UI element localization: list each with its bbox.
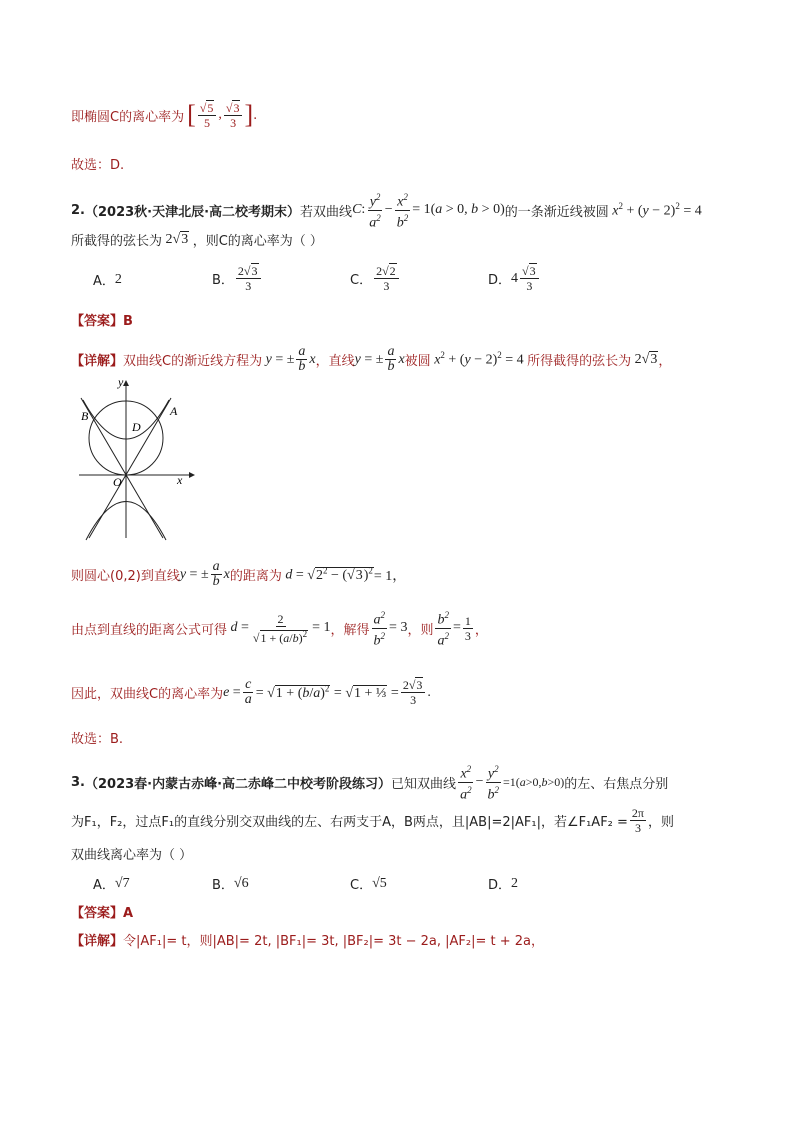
q3-option-a[interactable] <box>93 874 130 893</box>
q3-line-2 <box>71 806 674 835</box>
option-letter: C． <box>350 273 373 288</box>
q2-option-a[interactable] <box>93 270 122 289</box>
q2-detail-1: 【详解】 双曲线C的渐近线方程为 y = ± $\frac{a}{b}$ x ，直线 y = ± $\frac{a}{b}$ x 被圆 $x^2 + (y - 2)^2 = 4$ 所得截得的弦长为 2√ 3 ， <box>71 345 671 374</box>
intro-line: 即椭圆C的离心率为 [ √ $\frac{5}{5}$ , √ $\frac{3}{3}$ ] . <box>71 100 257 130</box>
option-value: $\frac{2√ 3}{3}$ <box>236 264 261 293</box>
q2-detail-4a: 因此，双曲线C的离心率为 <box>71 687 224 702</box>
option-letter: D． <box>488 878 512 893</box>
q2-line-1: 2. （2023秋·天津北辰·高二校考期末） 若双曲线 C : $\frac{y^2}{a^2}$ − $\frac{x^2}{b^2}$ = 1(a > 0, b > 0) 的一条渐近线被圆 $x^2 + (y - 2)^2 = 4$ <box>71 192 702 231</box>
q2-detail-label: 【详解】 <box>71 354 124 369</box>
q2-line-2 <box>71 230 323 249</box>
option-letter: A． <box>93 274 115 289</box>
q2-detail-1c: 被圆 <box>404 354 431 369</box>
q2-text-b: 的一条渐近线被圆 <box>504 204 609 220</box>
option-value: √ $\frac{3}{3}$ <box>520 264 539 293</box>
q2-detail-1d: 所得截得的弦长为 <box>527 354 632 369</box>
q3-text-c: 为F₁，F₂，过点F₁的直线分别交双曲线的左、右两支于A，B两点，且|AB|=2|AF₁|，若∠F₁AF₂ = <box>71 815 628 830</box>
q2-detail-4: 因此，双曲线C的离心率为 e = $\frac{c}{a}$ = √ $1 + (b/a)^2$ = √ 1 + ⅓ = $\frac{2√ 3}{3}$ . <box>71 678 431 707</box>
q2-detail-3a: 由点到直线的距离公式可得 <box>71 622 228 638</box>
intro-text: 即椭圆C的离心率为 <box>71 109 185 125</box>
q2-eq-frac-1: $\frac{y^2}{a^2}$ <box>369 192 381 231</box>
label-a: A <box>170 404 178 418</box>
option-value: √5 <box>372 875 387 891</box>
q3-answer: 【答案】A <box>71 906 134 921</box>
intro-end: . <box>253 107 258 123</box>
q2-detail-1b: ，直线 <box>315 354 355 369</box>
q3-line-1: 3. （2023春·内蒙古赤峰·高二赤峰二中校考阶段练习） 已知双曲线 $\frac{x^2}{a^2}$ − $\frac{y^2}{b^2}$ =1(a>0,b>0) 的左、右焦点分别 <box>71 764 669 803</box>
q2-option-b[interactable] <box>212 264 263 293</box>
option-letter: B． <box>212 273 234 288</box>
label-o: O <box>113 475 122 489</box>
q2-number: 2. <box>71 202 85 218</box>
choice-line-1: 故选：D. <box>71 158 125 173</box>
q2-detail-3c: ，则 <box>407 622 434 638</box>
bracket-right: ] <box>244 100 254 129</box>
label-b: B <box>81 409 89 423</box>
q3-text-d: ，则 <box>647 815 674 830</box>
q2-detail-2b: 的距离为 <box>229 569 282 584</box>
q2-detail-2c: = 1， <box>373 568 407 584</box>
bracket-left: [ <box>187 100 196 129</box>
interval-low: √ $\frac{5}{5}$ <box>198 101 217 130</box>
q3-detail-label: 【详解】 <box>71 934 124 949</box>
interval-high: √ $\frac{3}{3}$ <box>224 101 243 130</box>
option-letter: B． <box>212 878 234 893</box>
q2-option-d[interactable]: D． 4 √ $\frac{3}{3}$ <box>488 264 541 293</box>
q3-option-c[interactable] <box>350 874 387 893</box>
option-value: √6 <box>233 875 249 891</box>
q2-detail-3b: ，解得 <box>330 622 370 638</box>
q2-source: （2023秋·天津北辰·高二校考期末） <box>84 204 301 220</box>
q3-detail-1 <box>71 930 544 949</box>
q2-detail-1a: 双曲线C的渐近线方程为 <box>123 354 263 369</box>
q2-text-a: 若双曲线 <box>300 204 353 220</box>
q2-detail-3: 由点到直线的距离公式可得 d = 2 √ $1 + (a/b)^2$ = 1 ，解得 $\frac{a^2}{b^2}$ = 3 ，则 $\frac{b^2}{a^2}$ = $\frac{1}{3}$ ， <box>71 608 488 648</box>
q2-detail-2a: 则圆心(0,2)到直线 <box>71 569 180 584</box>
q2-chord: 2√ 3 <box>162 232 193 248</box>
option-letter: A． <box>93 878 115 893</box>
q2-circle: $x^2 + (y - 2)^2 = 4$ <box>612 200 702 219</box>
q2-eq-frac-2: $\frac{x^2}{b^2}$ <box>396 192 409 231</box>
label-d: D <box>132 420 141 434</box>
q3-option-b[interactable] <box>212 874 249 893</box>
option-letter: C． <box>350 878 373 893</box>
q2-option-c[interactable] <box>350 264 401 293</box>
q3-option-d[interactable] <box>488 874 518 893</box>
label-x: x <box>177 473 183 487</box>
q2-detail-3d: ， <box>474 622 488 638</box>
q2-detail-2: 则圆心(0,2)到直线 y = ± $\frac{a}{b}$ x 的距离为 d = √ $2^2$ − (√ 3)$^2$ = 1， <box>71 560 406 589</box>
option-letter: D． <box>488 273 512 288</box>
asymptote-1 <box>89 398 171 538</box>
y-arrow <box>123 380 129 386</box>
q3-detail-1-text: 令|AF₁|= t，则|AB|= 2t, |BF₁|= 3t, |BF₂|= 3t − 2a, |AF₂|= t + 2a， <box>123 934 545 949</box>
q3-line-3: 双曲线离心率为（ ） <box>71 848 193 863</box>
x-arrow <box>189 472 195 478</box>
q2-choice: 故选：B. <box>71 732 124 747</box>
asymptote-2 <box>81 398 163 538</box>
q3-number: 3. <box>71 774 85 790</box>
q2-text-d: ，则C的离心率为（ ） <box>192 234 323 249</box>
q3-angle: $\frac{2\pi}{3}$ <box>631 806 644 835</box>
option-value: 2 <box>511 875 519 891</box>
option-value: $\frac{2√ 2}{3}$ <box>374 264 399 293</box>
q3-text-b: 的左、右焦点分别 <box>564 776 669 792</box>
option-value: √7 <box>114 875 130 891</box>
q3-source: （2023春·内蒙古赤峰·高二赤峰二中校考阶段练习） <box>84 776 392 792</box>
option-value: 2 <box>114 271 122 287</box>
q3-text-a: 已知双曲线 <box>391 776 457 792</box>
q2-text-c: 所截得的弦长为 <box>71 234 163 249</box>
q2-answer: 【答案】B <box>71 314 133 329</box>
hyperbola-figure <box>71 378 195 542</box>
label-y: y <box>118 378 124 389</box>
